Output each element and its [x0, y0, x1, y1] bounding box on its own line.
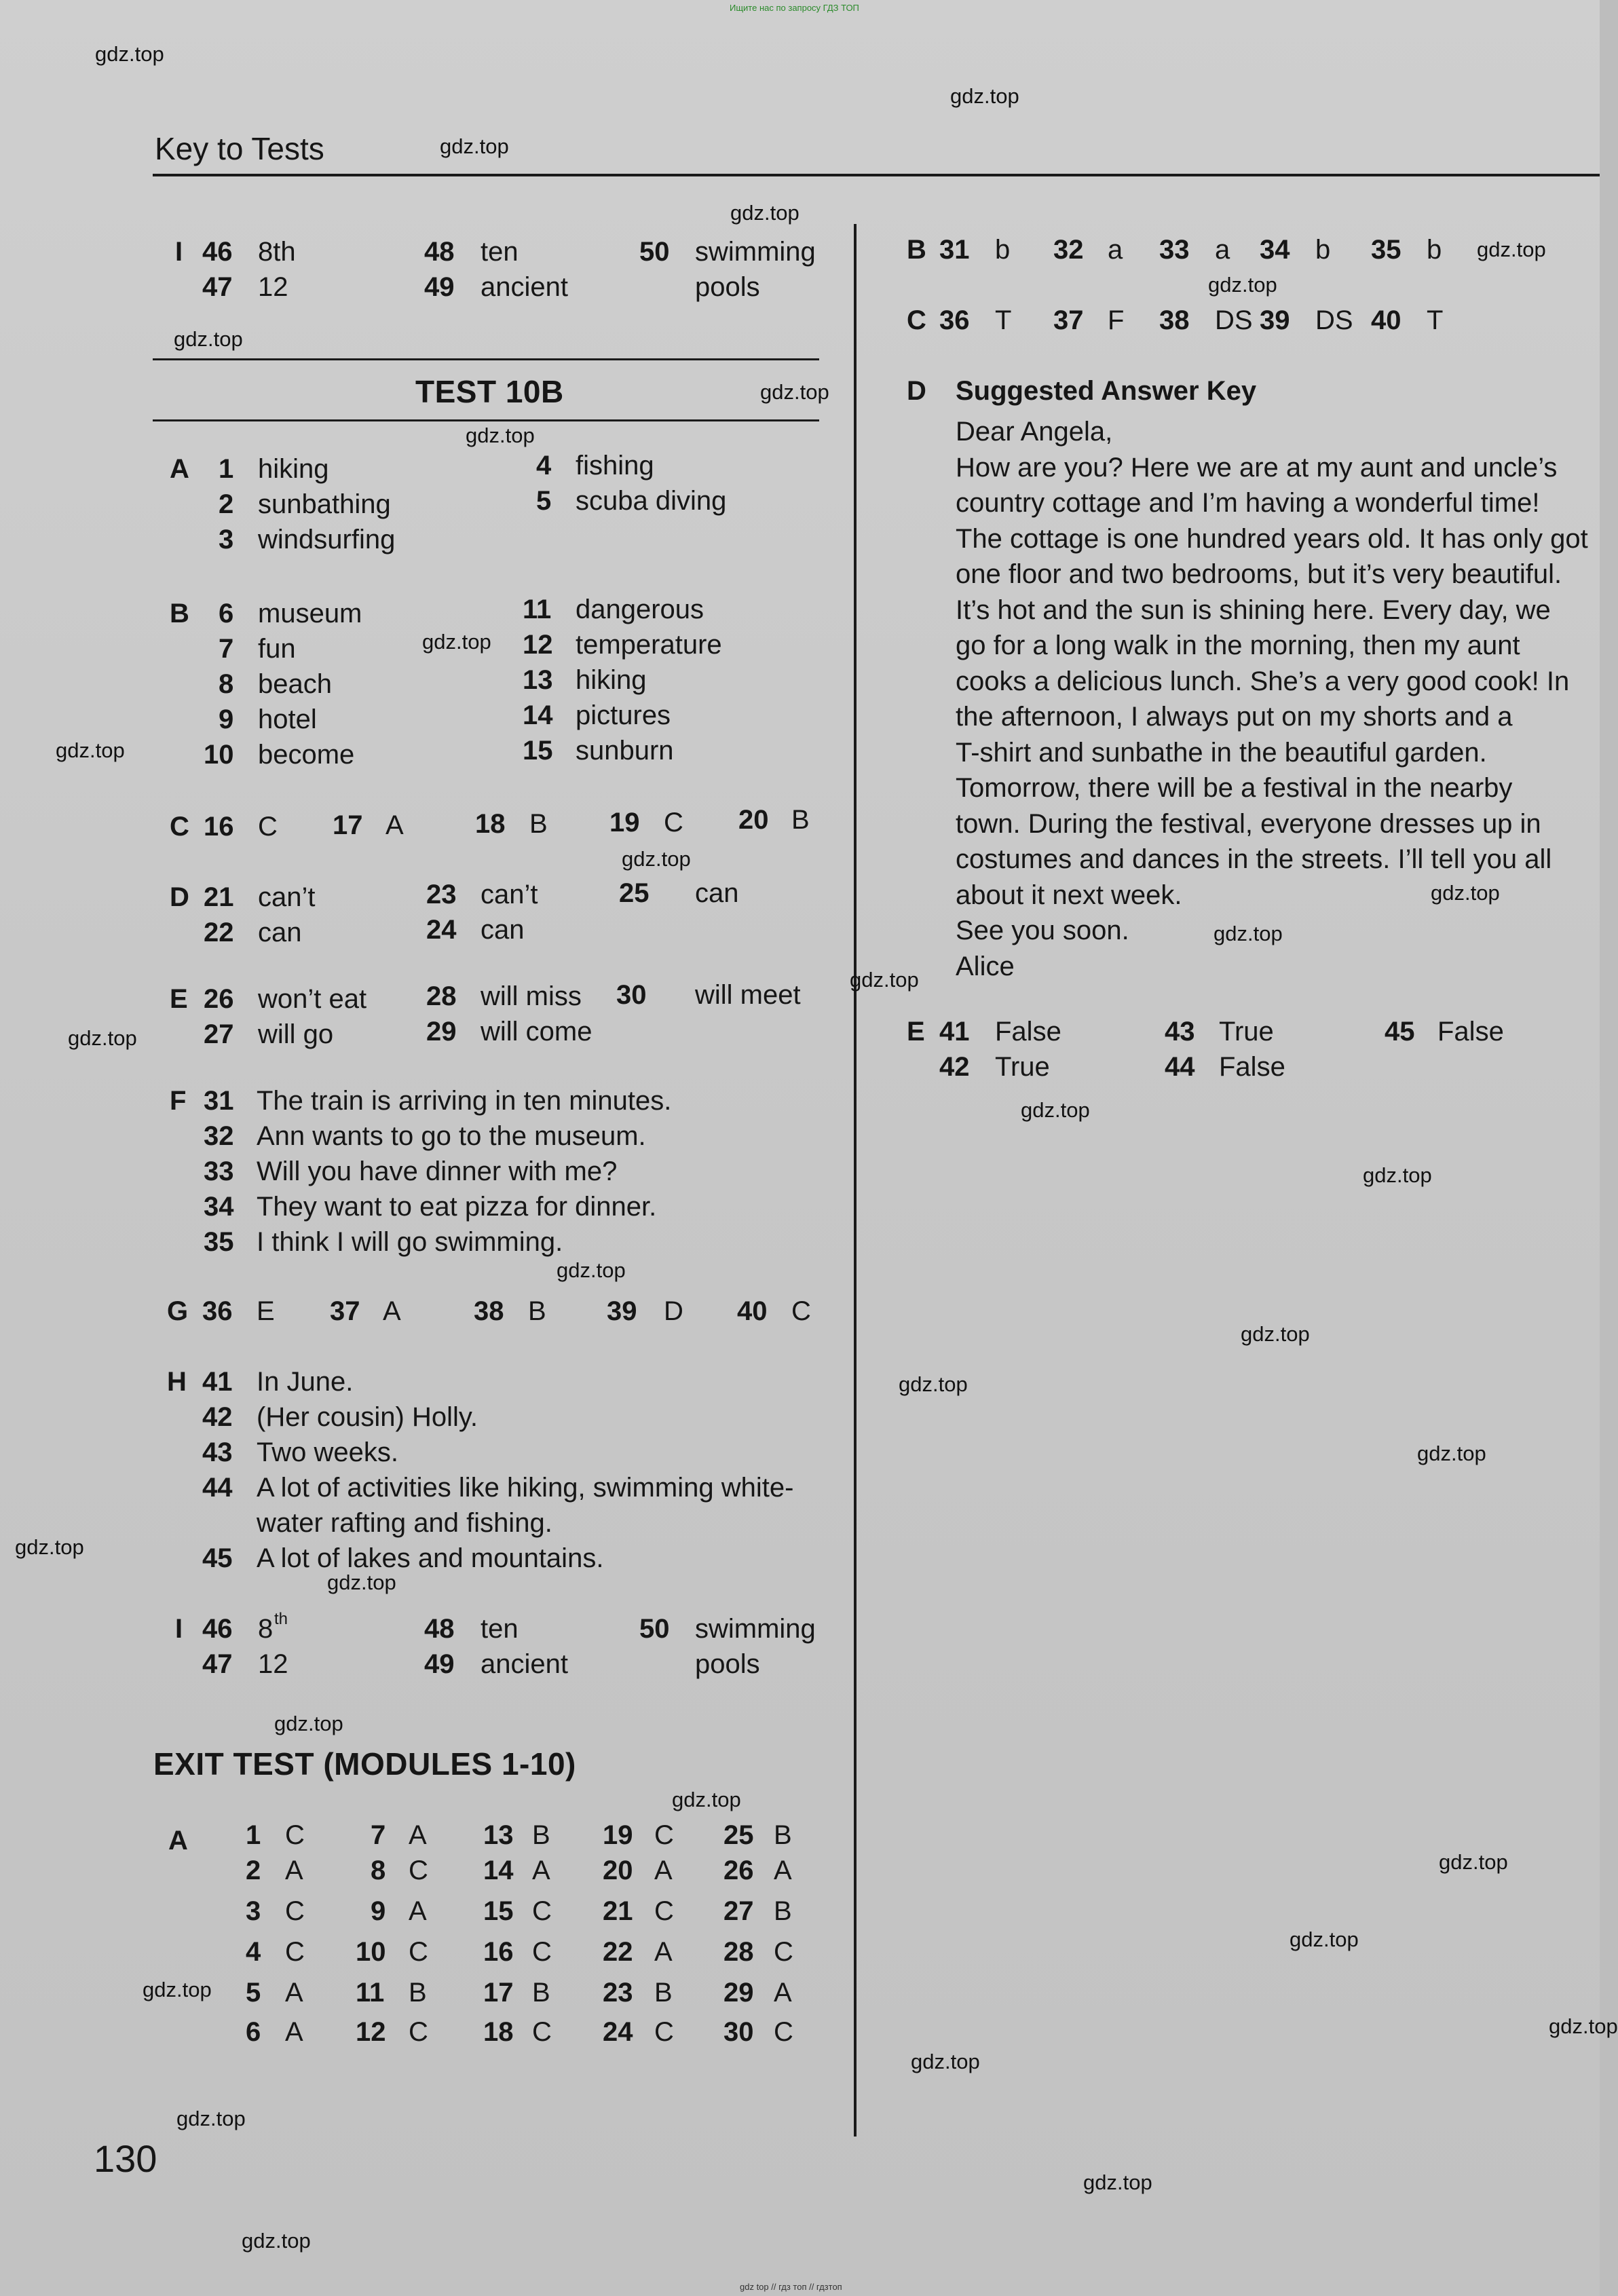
item-number: 35 [1371, 235, 1401, 265]
item-answer: A [285, 1856, 303, 1885]
item-number: 46 [202, 237, 233, 267]
item-answer: B [532, 1820, 550, 1850]
item-number: 50 [639, 237, 670, 267]
letter-line: costumes and dances in the streets. I’ll tell you all [956, 844, 1552, 874]
item-answer: T [995, 305, 1012, 335]
watermark: gdz.top [1083, 2170, 1152, 2194]
item-answer: swimming [695, 237, 816, 267]
item-number: 43 [1165, 1017, 1195, 1047]
section-letter: E [907, 1017, 925, 1047]
watermark: gdz.top [327, 1570, 396, 1594]
watermark: gdz.top [422, 630, 491, 654]
item-number: 47 [202, 272, 233, 302]
header-title: Key to Tests [155, 131, 324, 166]
item-number: 26 [723, 1856, 754, 1885]
watermark: gdz.top [174, 327, 243, 351]
item-number: 21 [204, 882, 234, 912]
item-answer: fun [258, 634, 296, 664]
item-answer: ten [481, 1614, 519, 1644]
watermark: gdz.top [440, 134, 509, 158]
item-answer: True [995, 1052, 1050, 1082]
item-number: 32 [204, 1121, 234, 1151]
item-answer-superscript: th [274, 1610, 288, 1628]
item-answer: (Her cousin) Holly. [257, 1402, 478, 1432]
item-number: 1 [246, 1820, 261, 1850]
item-answer: A lot of lakes and mountains. [257, 1543, 604, 1573]
header-rule [153, 174, 1600, 176]
item-number: 29 [426, 1017, 457, 1047]
item-number: 42 [939, 1052, 970, 1082]
item-answer: b [1427, 235, 1442, 265]
watermark: gdz.top [1208, 273, 1277, 297]
item-number: 15 [523, 736, 553, 766]
item-number: 40 [737, 1296, 768, 1326]
item-answer: A [285, 1978, 303, 2008]
item-answer: pools [695, 272, 760, 302]
item-answer: Two weeks. [257, 1437, 398, 1467]
letter-line: about it next week. [956, 880, 1182, 910]
item-answer: T [1427, 305, 1444, 335]
watermark: gdz.top [1477, 238, 1546, 261]
letter-line: cooks a delicious lunch. She’s a very good cook! In [956, 666, 1570, 696]
section-letter: G [167, 1296, 189, 1326]
watermark: gdz.top [1214, 922, 1283, 945]
item-answer: b [995, 235, 1011, 265]
watermark: gdz.top [1549, 2014, 1618, 2038]
watermark: gdz.top [1290, 1927, 1359, 1951]
item-number: 4 [246, 1937, 261, 1967]
item-answer: dangerous [576, 595, 704, 624]
item-number: 48 [424, 1614, 455, 1644]
item-number: 34 [1260, 235, 1290, 265]
item-answer: B [409, 1978, 427, 2008]
item-answer: sunburn [576, 736, 674, 766]
item-answer: B [529, 809, 548, 839]
item-number: 31 [939, 235, 970, 265]
item-answer: C [409, 1937, 428, 1967]
item-number: 16 [204, 812, 234, 842]
watermark: gdz.top [1439, 1850, 1508, 1874]
item-number: 13 [483, 1820, 514, 1850]
item-answer: ten [481, 237, 519, 267]
item-answer: water rafting and fishing. [257, 1508, 552, 1538]
item-number: 19 [603, 1820, 633, 1850]
item-answer: will come [481, 1017, 592, 1047]
item-number: 39 [607, 1296, 637, 1326]
item-number: 3 [246, 1896, 261, 1926]
item-answer: A [532, 1856, 550, 1885]
item-answer: B [528, 1296, 546, 1326]
item-answer: can’t [258, 882, 316, 912]
item-answer: A lot of activities like hiking, swimming white- [257, 1473, 794, 1503]
item-answer: pools [695, 1649, 760, 1679]
item-number: 7 [219, 634, 234, 664]
item-answer: A [409, 1896, 427, 1926]
item-answer: fishing [576, 451, 654, 481]
item-number: 8 [219, 669, 234, 699]
item-answer: False [1437, 1017, 1504, 1047]
item-number: 16 [483, 1937, 514, 1967]
item-answer: 12 [258, 1649, 288, 1679]
item-answer: swimming [695, 1614, 816, 1644]
item-number: 23 [426, 880, 457, 909]
item-number: 43 [202, 1437, 233, 1467]
item-number: 20 [738, 805, 769, 835]
item-number: 11 [356, 1978, 385, 2008]
section-letter: B [907, 235, 926, 265]
section-letter: E [170, 984, 188, 1014]
section-letter: C [907, 305, 926, 335]
letter-line: country cottage and I’m having a wonderful time! [956, 488, 1540, 518]
item-answer: C [285, 1937, 305, 1967]
item-number: 47 [202, 1649, 233, 1679]
item-answer: C [774, 2017, 793, 2047]
item-number: 36 [939, 305, 970, 335]
item-answer: 12 [258, 272, 288, 302]
item-answer: sunbathing [258, 489, 391, 519]
item-number: 24 [603, 2017, 633, 2047]
test10b-title: TEST 10B [415, 374, 564, 409]
item-number: 25 [723, 1820, 754, 1850]
item-answer: Ann wants to go to the museum. [257, 1121, 646, 1151]
item-answer: can’t [481, 880, 538, 909]
item-number: 38 [1159, 305, 1190, 335]
item-answer: become [258, 740, 355, 770]
item-number: 10 [356, 1937, 386, 1967]
item-number: 23 [603, 1978, 633, 2008]
item-answer: B [774, 1896, 792, 1926]
item-answer: can [481, 915, 525, 945]
item-number: 4 [536, 451, 552, 481]
item-answer: scuba diving [576, 486, 727, 516]
letter-line: Tomorrow, there will be a festival in the nearby [956, 773, 1513, 803]
item-number: 18 [483, 2017, 514, 2047]
item-answer: ancient [481, 272, 568, 302]
letter-line: How are you? Here we are at my aunt and uncle’s [956, 452, 1558, 483]
item-number: 41 [939, 1017, 970, 1047]
section-letter: I [175, 237, 183, 267]
item-number: 15 [483, 1896, 514, 1926]
item-answer: A [409, 1820, 427, 1850]
item-answer: The train is arriving in ten minutes. [257, 1086, 672, 1116]
item-number: 3 [219, 525, 234, 554]
item-number: 29 [723, 1978, 754, 2008]
item-answer: can [695, 878, 739, 908]
item-number: 48 [424, 237, 455, 267]
item-number: 14 [483, 1856, 514, 1885]
watermark: gdz.top [911, 2050, 980, 2073]
item-number: 33 [204, 1156, 234, 1186]
watermark: gdz.top [557, 1258, 626, 1282]
item-answer: A [654, 1856, 673, 1885]
item-number: 5 [536, 486, 552, 516]
watermark: gdz.top [672, 1788, 741, 1811]
item-answer: C [654, 2017, 674, 2047]
item-number: 2 [246, 1856, 261, 1885]
item-number: 1 [219, 454, 234, 484]
watermark: gdz.top [15, 1535, 84, 1559]
item-answer: I think I will go swimming. [257, 1227, 563, 1257]
item-answer: E [257, 1296, 275, 1326]
item-number: 28 [723, 1937, 754, 1967]
letter-line: T-shirt and sunbathe in the beautiful garden. [956, 737, 1487, 768]
item-number: 18 [475, 809, 506, 839]
item-number: 38 [474, 1296, 504, 1326]
item-answer: museum [258, 599, 362, 628]
item-number: 6 [246, 2017, 261, 2047]
item-answer: Will you have dinner with me? [257, 1156, 618, 1186]
item-number: 22 [603, 1937, 633, 1967]
item-answer: C [285, 1820, 305, 1850]
item-answer: They want to eat pizza for dinner. [257, 1192, 657, 1222]
item-number: 33 [1159, 235, 1190, 265]
item-answer: DS [1315, 305, 1353, 335]
item-number: 45 [1385, 1017, 1415, 1047]
section-letter: C [170, 812, 189, 842]
item-answer: A [774, 1856, 792, 1885]
item-answer: temperature [576, 630, 722, 660]
item-number: 19 [609, 808, 640, 838]
item-answer: a [1215, 235, 1230, 265]
item-number: 6 [219, 599, 234, 628]
item-number: 34 [204, 1192, 234, 1222]
letter-line: The cottage is one hundred years old. It has only got [956, 523, 1588, 554]
item-answer: C [409, 2017, 428, 2047]
watermark: gdz.top [242, 2229, 311, 2253]
bottom-banner: gdz top // гдз топ // гдзтоп [740, 2282, 842, 2292]
watermark: gdz.top [1431, 881, 1500, 905]
letter-line: the afternoon, I always put on my shorts and a [956, 702, 1513, 732]
item-answer: DS [1215, 305, 1253, 335]
item-number: 17 [333, 810, 363, 840]
watermark: gdz.top [274, 1712, 343, 1735]
item-answer: True [1219, 1017, 1274, 1047]
exit-test-title: EXIT TEST (MODULES 1-10) [153, 1746, 576, 1782]
item-number: 2 [219, 489, 234, 519]
item-number: 45 [202, 1543, 233, 1573]
item-answer: A [774, 1978, 792, 2008]
item-answer: C [654, 1896, 674, 1926]
item-number: 44 [1165, 1052, 1195, 1082]
item-number: 17 [483, 1978, 514, 2008]
item-number: 37 [330, 1296, 360, 1326]
column-divider [854, 224, 857, 2137]
section-letter: A [170, 454, 189, 484]
watermark: gdz.top [730, 201, 799, 225]
item-answer: A [383, 1296, 401, 1326]
watermark: gdz.top [1241, 1322, 1310, 1346]
item-number: 10 [204, 740, 234, 770]
section-letter: H [167, 1367, 187, 1397]
item-number: 44 [202, 1473, 233, 1503]
item-number: 37 [1053, 305, 1084, 335]
item-number: 41 [202, 1367, 233, 1397]
item-answer: 8 [258, 1614, 274, 1644]
item-number: 50 [639, 1614, 670, 1644]
item-answer: In June. [257, 1367, 354, 1397]
section-letter: A [168, 1826, 188, 1856]
item-answer: a [1108, 235, 1123, 265]
item-number: 7 [371, 1820, 386, 1850]
watermark: gdz.top [68, 1026, 137, 1050]
item-number: 32 [1053, 235, 1084, 265]
letter-line: Dear Angela, [956, 417, 1113, 447]
test10b-top-rule [153, 358, 819, 360]
item-answer: hiking [258, 454, 329, 484]
item-answer: D [664, 1296, 683, 1326]
item-answer: C [409, 1856, 428, 1885]
item-answer: C [532, 1937, 552, 1967]
letter-line: go for a long walk in the morning, then my aunt [956, 631, 1520, 660]
item-answer: b [1315, 235, 1331, 265]
item-answer: A [285, 2017, 303, 2047]
item-answer: C [532, 1896, 552, 1926]
item-number: 35 [204, 1227, 234, 1257]
top-banner: Ищите нас по запросу ГДЗ ТОП [730, 3, 859, 13]
letter-line: town. During the festival, everyone dresses up in [956, 808, 1541, 839]
section-letter: D [170, 882, 189, 912]
letter-line: Alice [956, 951, 1015, 981]
item-number: 28 [426, 981, 457, 1011]
item-answer: C [774, 1937, 793, 1967]
item-number: 30 [723, 2017, 754, 2047]
item-number: 11 [523, 595, 552, 624]
item-answer: B [532, 1978, 550, 2008]
item-answer: F [1108, 305, 1125, 335]
item-number: 9 [371, 1896, 386, 1926]
item-answer: will go [258, 1019, 334, 1049]
item-number: 30 [616, 980, 647, 1010]
item-number: 25 [619, 878, 650, 908]
item-answer: ancient [481, 1649, 568, 1679]
item-number: 26 [204, 984, 234, 1014]
item-answer: B [791, 805, 810, 835]
item-number: 39 [1260, 305, 1290, 335]
item-answer: C [258, 812, 278, 842]
item-answer: can [258, 918, 302, 947]
item-number: 27 [723, 1896, 754, 1926]
test10b-bottom-rule [153, 419, 819, 421]
section-letter: D [907, 376, 926, 406]
item-answer: C [532, 2017, 552, 2047]
item-answer: B [774, 1820, 792, 1850]
watermark: gdz.top [143, 1978, 212, 2001]
item-answer: will meet [695, 980, 801, 1010]
watermark: gdz.top [622, 847, 691, 871]
item-answer: False [995, 1017, 1061, 1047]
section-letter: F [170, 1086, 187, 1116]
watermark: gdz.top [1363, 1163, 1432, 1187]
item-number: 12 [356, 2017, 386, 2047]
item-answer: pictures [576, 700, 671, 730]
item-number: 24 [426, 915, 457, 945]
letter-line: one floor and two bedrooms, but it’s very beautiful. [956, 559, 1562, 589]
watermark: gdz.top [1021, 1098, 1090, 1122]
item-number: 49 [424, 272, 455, 302]
item-number: 5 [246, 1978, 261, 2008]
item-number: 27 [204, 1019, 234, 1049]
item-answer: B [654, 1978, 673, 2008]
letter-line: It’s hot and the sun is shining here. Every day, we [956, 595, 1551, 625]
item-answer: won’t eat [258, 984, 367, 1014]
item-answer: will miss [481, 981, 582, 1011]
item-number: 46 [202, 1614, 233, 1644]
item-answer: hiking [576, 665, 647, 695]
item-number: 31 [204, 1086, 234, 1116]
item-answer: False [1219, 1052, 1285, 1082]
item-answer: A [654, 1937, 673, 1967]
item-answer: hotel [258, 704, 317, 734]
section-letter: I [175, 1614, 183, 1644]
watermark: gdz.top [466, 424, 535, 447]
watermark: gdz.top [176, 2107, 246, 2130]
item-answer: C [654, 1820, 674, 1850]
item-answer: C [664, 808, 683, 838]
watermark: gdz.top [1417, 1442, 1486, 1465]
item-number: 9 [219, 704, 234, 734]
item-number: 20 [603, 1856, 633, 1885]
watermark: gdz.top [850, 968, 919, 992]
watermark: gdz.top [950, 84, 1019, 108]
item-number: 40 [1371, 305, 1401, 335]
item-number: 36 [202, 1296, 233, 1326]
item-answer: C [791, 1296, 811, 1326]
watermark: gdz.top [95, 42, 164, 66]
watermark: gdz.top [56, 738, 125, 762]
item-number: 8 [371, 1856, 386, 1885]
item-number: 13 [523, 665, 553, 695]
section-letter: B [170, 599, 189, 628]
item-number: 21 [603, 1896, 633, 1926]
item-answer: A [385, 810, 404, 840]
item-answer: C [285, 1896, 305, 1926]
item-answer: windsurfing [258, 525, 396, 554]
item-number: 42 [202, 1402, 233, 1432]
item-answer: beach [258, 669, 332, 699]
item-number: 49 [424, 1649, 455, 1679]
watermark: gdz.top [760, 380, 829, 404]
section-title: Suggested Answer Key [956, 376, 1257, 406]
item-number: 12 [523, 630, 553, 660]
page-number: 130 [94, 2137, 157, 2180]
item-number: 22 [204, 918, 234, 947]
item-answer: 8th [258, 237, 296, 267]
item-number: 14 [523, 700, 553, 730]
letter-line: See you soon. [956, 916, 1129, 945]
watermark: gdz.top [899, 1372, 968, 1396]
